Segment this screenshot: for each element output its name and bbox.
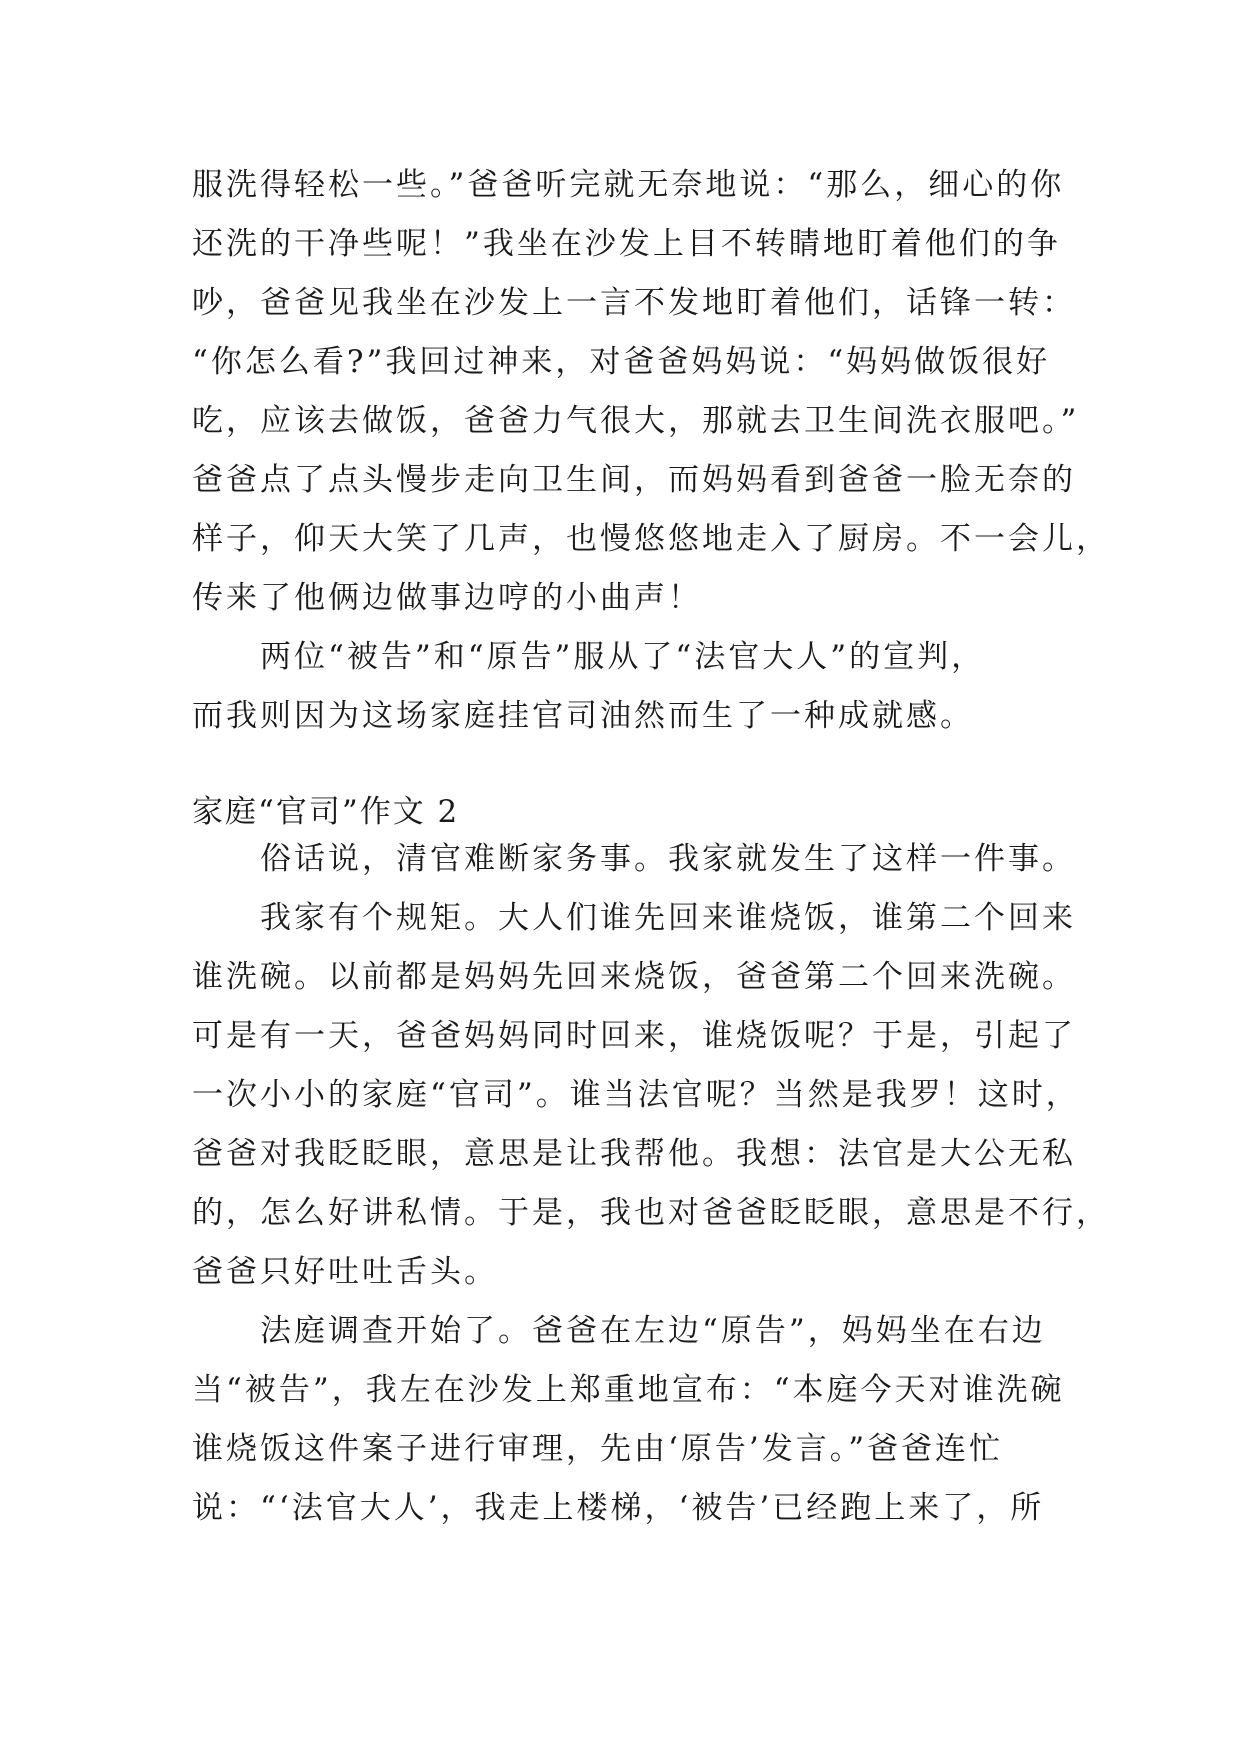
paragraph-continued (192, 156, 1110, 628)
text-line: 吃，应该去做饭，爸爸力气很大，那就去卫生间洗衣服吧。” (192, 403, 1080, 439)
text-line: 样子，仰天大笑了几声，也慢悠悠地走入了厨房。不一会儿， (192, 521, 1110, 557)
text-line: “你怎么看?”我回过神来，对爸爸妈妈说：“妈妈做饭很好 (192, 344, 1051, 380)
text-line: 传来了他俩边做事边哼的小曲声！ (192, 580, 702, 616)
paragraph-1 (192, 830, 1076, 889)
essay-2-paragraphs (192, 830, 1110, 1538)
text-line: 说：“‘法官大人’，我走上楼梯，‘被告’已经跑上来了，所 (192, 1490, 1045, 1526)
essay-1-ending (192, 156, 1110, 746)
paragraph-closing (192, 628, 1052, 746)
text-line: 的，怎么好讲私情。于是，我也对爸爸眨眨眼，意思是不行， (192, 1195, 1110, 1231)
text-line: 爸爸对我眨眨眼，意思是让我帮他。我想：法官是大公无私 (192, 1136, 1076, 1172)
text-line: 服洗得轻松一些。”爸爸听完就无奈地说：“那么，细心的你 (192, 167, 1065, 203)
text-line: 爸爸点了点头慢步走向卫生间，而妈妈看到爸爸一脸无奈的 (192, 462, 1076, 498)
text-line: 谁洗碗。以前都是妈妈先回来烧饭，爸爸第二个回来洗碗。 (192, 959, 1076, 995)
essay-2-title: 家庭“官司”作文 2 (192, 794, 460, 830)
text-line: 法庭调查开始了。爸爸在左边“原告”，妈妈坐在右边 (260, 1313, 1046, 1349)
text-line: 俗话说，清官难断家务事。我家就发生了这样一件事。 (260, 841, 1076, 877)
text-line: 我家有个规矩。大人们谁先回来谁烧饭，谁第二个回来 (260, 900, 1076, 936)
text-line: 而我则因为这场家庭挂官司油然而生了一种成就感。 (192, 698, 974, 734)
text-line: 还洗的干净些呢！”我坐在沙发上目不转睛地盯着他们的争 (192, 226, 1061, 262)
paragraph-2 (192, 889, 1110, 1302)
text-line: 吵，爸爸见我坐在沙发上一言不发地盯着他们，话锋一转： (192, 285, 1076, 321)
text-line: 爸爸只好吐吐舌头。 (192, 1254, 498, 1290)
paragraph-3 (192, 1302, 1065, 1538)
text-line: 一次小小的家庭“官司”。谁当法官呢？当然是我罗！这时， (192, 1077, 1080, 1113)
text-line: 谁烧饭这件案子进行审理，先由‘原告’发言。”爸爸连忙 (192, 1431, 1004, 1467)
text-line: 可是有一天，爸爸妈妈同时回来，谁烧饭呢？于是，引起了 (192, 1018, 1076, 1054)
text-line: 当“被告”，我左在沙发上郑重地宣布：“本庭今天对谁洗碗 (192, 1372, 1065, 1408)
text-line: 两位“被告”和“原告”服从了“法官大人”的宣判， (260, 639, 986, 675)
